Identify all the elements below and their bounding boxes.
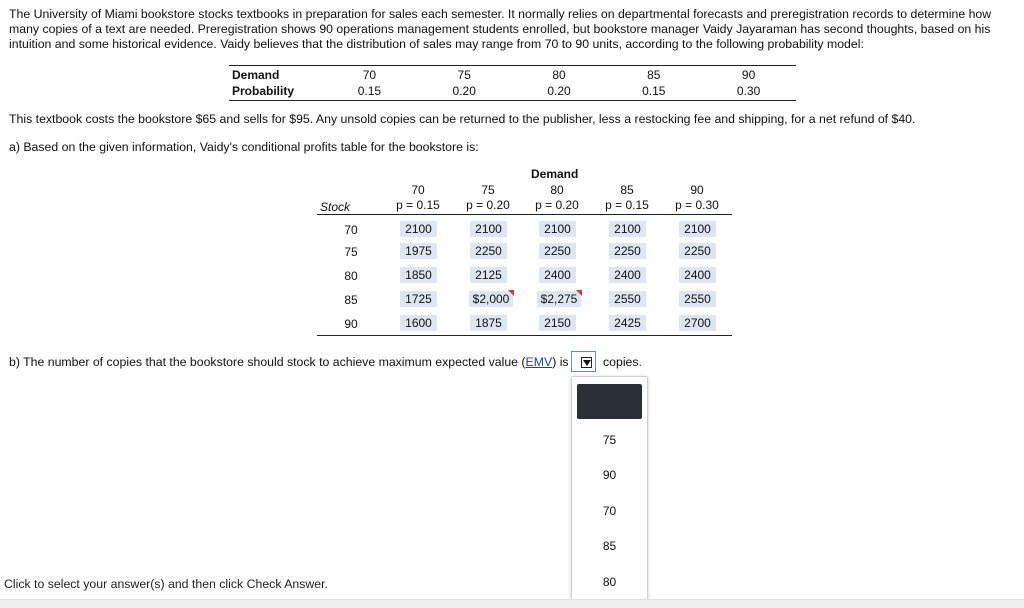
probability-label: Probability [229,83,322,101]
stock-value: 80 [344,269,358,283]
profit-cell: 2400 [679,267,716,283]
profit-cell: 2100 [470,221,507,237]
probability-row [229,83,796,101]
column-probability: p = 0.15 [396,198,440,212]
demand-value: 90 [701,66,796,84]
dropdown-option[interactable]: 75 [602,433,617,447]
profit-input-cell[interactable] [469,291,513,307]
profit-cell: 2100 [400,221,437,237]
part-b-question [9,355,569,369]
dropdown-option[interactable]: 70 [602,504,617,518]
dropdown-option[interactable]: 80 [602,575,617,589]
stock-value: 70 [344,223,358,237]
table-row [317,242,732,264]
demand-value: 70 [322,66,417,84]
profit-cell: 2700 [679,315,716,331]
column-headers [317,183,732,215]
column-demand: 75 [481,183,495,197]
profit-cell: 2550 [679,291,716,307]
column-probability: p = 0.15 [605,198,649,212]
demand-row [229,66,796,84]
column-probability: p = 0.20 [466,198,510,212]
table-body [317,217,732,336]
copies-suffix: copies. [603,355,642,369]
error-flag-icon [576,290,582,296]
probability-value: 0.15 [322,83,417,101]
profit-cell: 1850 [400,267,437,283]
column-demand: 70 [411,183,425,197]
profit-input-value: $2,275 [540,292,578,306]
part-b-text-after: ) is [552,355,569,369]
profit-cell: 2400 [609,267,646,283]
column-demand: 80 [550,183,564,197]
table-row [317,266,732,288]
column-header [525,183,589,213]
profit-cell: 1725 [400,291,437,307]
part-b-text: b) The number of copies that the bookstore should stock to achieve maximum expected value ( [9,355,526,369]
profit-cell: 2100 [679,221,716,237]
profit-cell: 2250 [539,243,576,259]
profit-cell: 2100 [539,221,576,237]
probability-value: 0.30 [701,83,796,101]
demand-value: 85 [606,66,701,84]
table-row [317,290,732,312]
demand-value: 80 [512,66,607,84]
dropdown-option[interactable]: 85 [602,539,617,553]
profit-cell: 2100 [609,221,646,237]
dropdown-option[interactable]: 90 [602,468,617,482]
profit-cell: 2550 [609,291,646,307]
column-probability: p = 0.20 [535,198,579,212]
part-a-text: a) Based on the given information, Vaidy's conditional profits table for the bookstore is: [9,140,479,154]
profit-cell: 1600 [400,315,437,331]
problem-intro: The University of Miami bookstore stocks textbooks in preparation for sales each semester. It normally relies on departmental forecasts and preregistration records to determine how many copies of a text are needed. Preregistration shows 90 operations management students enrolled, but bookstore manager Vaidy Jayaraman has second thoughts, based on his intuition and some historical evidence. Vaidy believes that the distribution of sales may range from 70 to 90 units, according to the following probability model: [9,7,992,51]
stock-value: 85 [344,293,358,307]
profit-cell: 2150 [539,315,576,331]
answer-dropdown[interactable] [571,351,596,372]
profit-cell: 2425 [609,315,646,331]
stock-value: 75 [344,245,358,259]
dropdown-menu [571,376,648,602]
profit-cell: 2250 [470,243,507,259]
profit-cell: 2400 [539,267,576,283]
probability-table [229,65,796,101]
error-flag-icon [508,290,514,296]
profit-cell: 1875 [470,315,507,331]
profit-cell: 1975 [400,243,437,259]
stock-value: 90 [344,317,358,331]
dropdown-blank-option[interactable] [577,384,642,419]
profit-cell: 2125 [470,267,507,283]
profit-input-value: $2,000 [472,292,510,306]
column-header [665,183,729,213]
profit-cell: 2250 [609,243,646,259]
dropdown-arrow-icon [581,357,592,368]
demand-value: 75 [417,66,512,84]
table-row [317,314,732,336]
column-header [595,183,659,213]
instruction-footer: Click to select your answer(s) and then click Check Answer. [4,577,328,591]
stock-label: Stock [320,200,351,214]
table-row [317,220,732,242]
probability-value: 0.20 [512,83,607,101]
profit-input-cell[interactable] [537,291,581,307]
column-demand: 90 [690,183,704,197]
demand-header: Demand [531,167,579,181]
column-header [456,183,520,213]
emv-link[interactable]: EMV [525,355,553,369]
demand-label: Demand [229,66,322,84]
column-demand: 85 [620,183,634,197]
column-header [386,183,450,213]
probability-value: 0.20 [417,83,512,101]
column-probability: p = 0.30 [675,198,719,212]
cost-text: This textbook costs the bookstore $65 and sells for $95. Any unsold copies can be returned to the publisher, less a restocking fee and shipping, for a net refund of $40. [9,112,916,126]
profit-cell: 2250 [679,243,716,259]
probability-value: 0.15 [606,83,701,101]
